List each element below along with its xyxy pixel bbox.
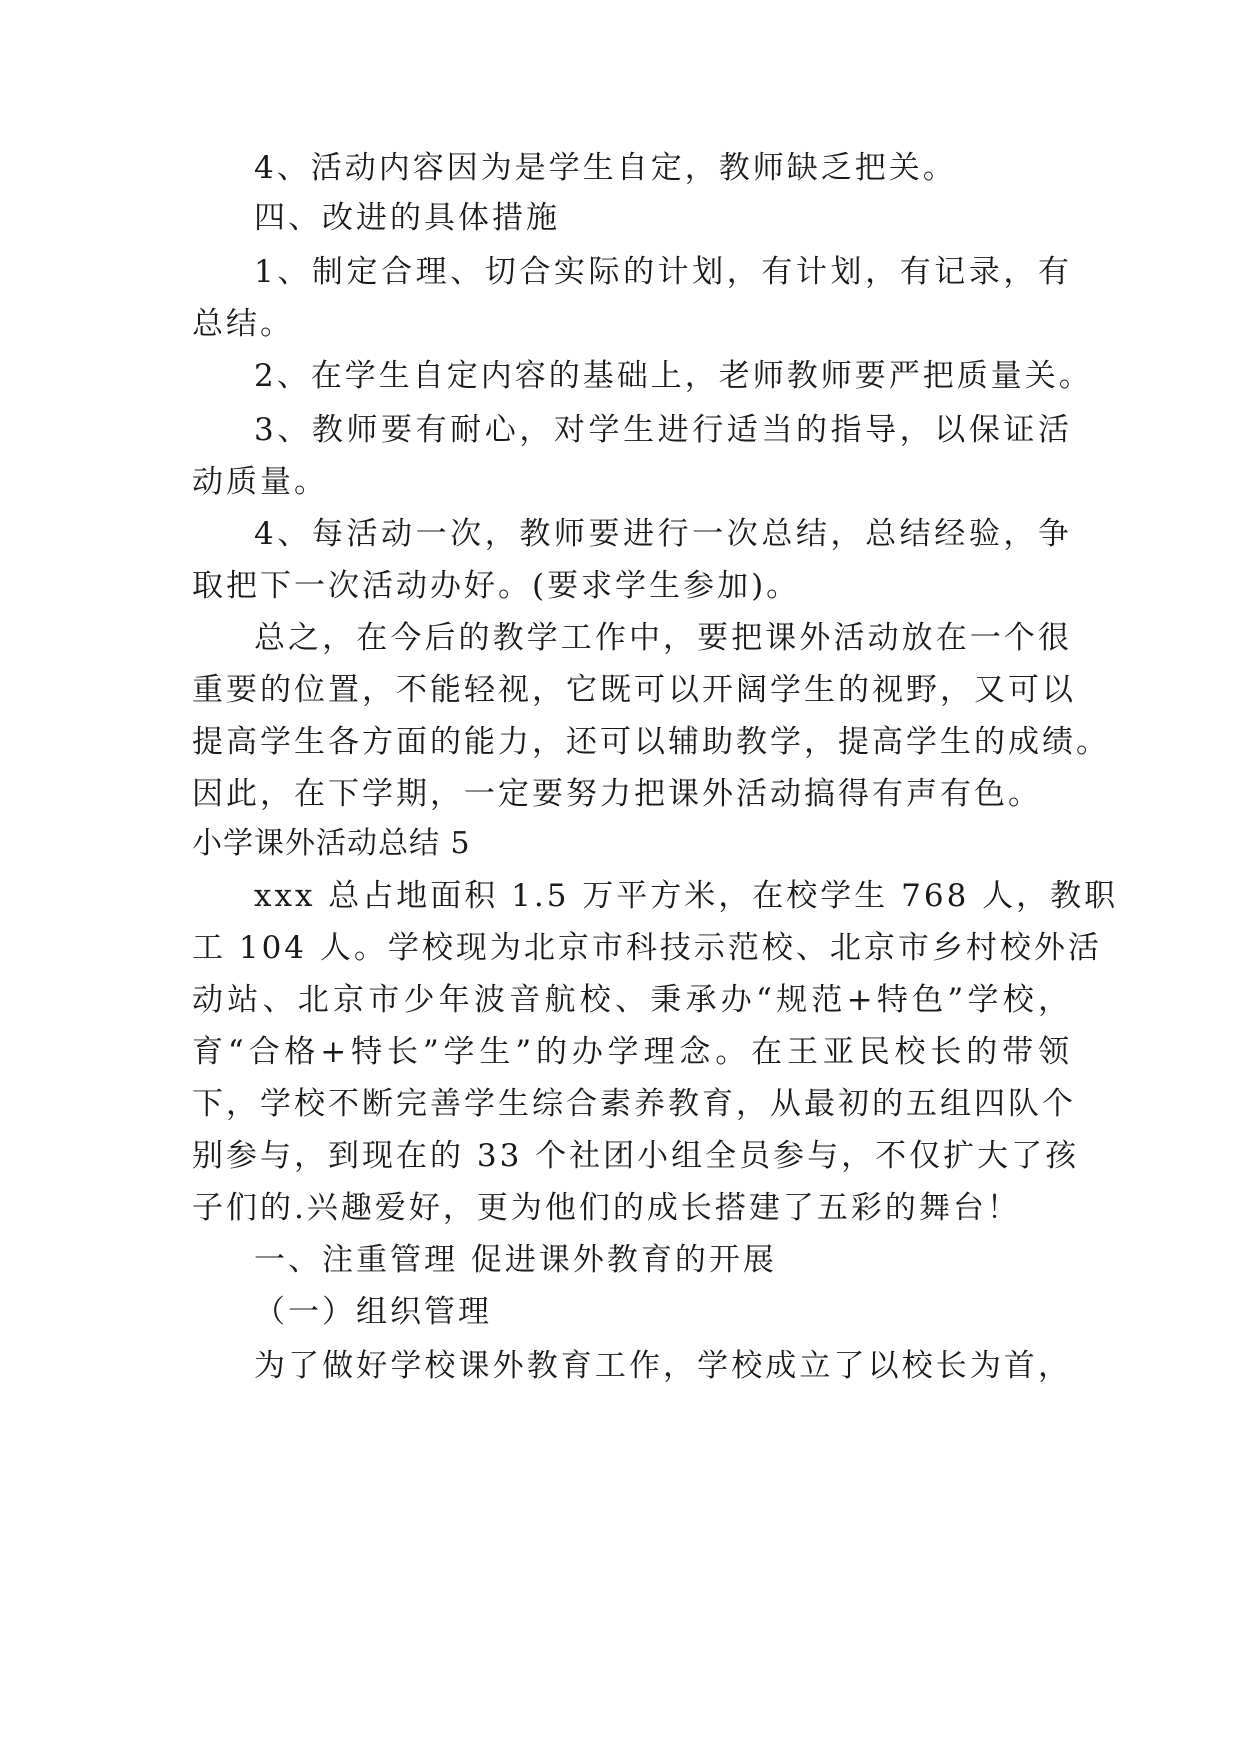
section-heading: 一、注重管理 促进课外教育的开展 xyxy=(254,1242,777,1278)
paragraph-line: 1、制定合理、切合实际的计划，有计划，有记录，有 xyxy=(254,254,1072,290)
paragraph-line: 取把下一次活动办好。(要求学生参加)。 xyxy=(192,568,801,604)
paragraph-line: 总之，在今后的教学工作中，要把课外活动放在一个很 xyxy=(254,620,1072,656)
paragraph-line: 总结。 xyxy=(192,306,294,342)
section-title: 小学课外活动总结 5 xyxy=(192,826,471,861)
paragraph-line: 4、活动内容因为是学生自定，教师缺乏把关。 xyxy=(254,150,957,186)
paragraph-line: 工 104 人。学校现为北京市科技示范校、北京市乡村校外活 xyxy=(192,930,1102,966)
paragraph-line: 下，学校不断完善学生综合素养教育，从最初的五组四队个 xyxy=(192,1086,1076,1122)
paragraph-line: 2、在学生自定内容的基础上，老师教师要严把质量关。 xyxy=(254,358,1093,394)
paragraph-line: 子们的.兴趣爱好，更为他们的成长搭建了五彩的舞台！ xyxy=(192,1190,1021,1226)
subsection-heading: （一）组织管理 xyxy=(254,1294,492,1330)
paragraph-line: 3、教师要有耐心，对学生进行适当的指导，以保证活 xyxy=(254,412,1072,448)
paragraph-line: 因此，在下学期，一定要努力把课外活动搞得有声有色。 xyxy=(192,776,1042,812)
paragraph-line: 别参与，到现在的 33 个社团小组全员参与，不仅扩大了孩 xyxy=(192,1138,1080,1174)
paragraph-line: xxx 总占地面积 1.5 万平方米，在校学生 768 人，教职 xyxy=(254,878,1119,914)
paragraph-line: 动站、北京市少年波音航校、秉承办“规范+特色”学校， xyxy=(192,982,1072,1018)
paragraph-line: 提高学生各方面的能力，还可以辅助教学，提高学生的成绩。 xyxy=(192,724,1110,760)
section-heading: 四、改进的具体措施 xyxy=(254,200,560,236)
paragraph-line: 动质量。 xyxy=(192,464,328,500)
paragraph-line: 重要的位置，不能轻视，它既可以开阔学生的视野，又可以 xyxy=(192,672,1076,708)
paragraph-line: 为了做好学校课外教育工作，学校成立了以校长为首， xyxy=(254,1348,1072,1384)
paragraph-line: 育“合格+特长”学生”的办学理念。在王亚民校长的带领 xyxy=(192,1034,1072,1070)
paragraph-line: 4、每活动一次，教师要进行一次总结，总结经验，争 xyxy=(254,516,1072,552)
